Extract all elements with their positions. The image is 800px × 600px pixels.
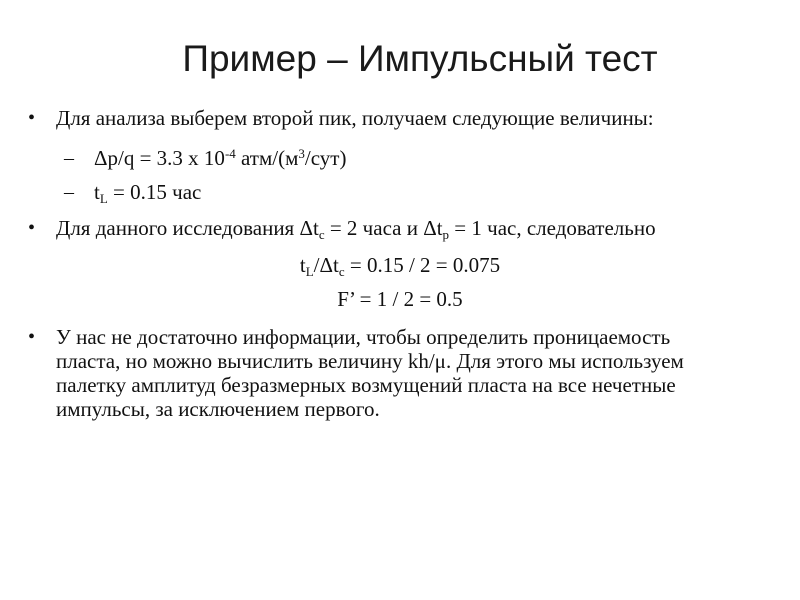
b2-pre: Для данного исследования Δt [56, 216, 319, 240]
eq1-t: t [299, 253, 306, 277]
tl-value: = 0.15 час [107, 180, 202, 204]
b2-sub-p: p [442, 227, 450, 242]
eq1-sub-l: L [305, 264, 314, 279]
dash-marker: – [64, 181, 74, 203]
eq1-result: = 0.15 / 2 = 0.075 [344, 253, 501, 277]
b2-mid: = 2 часа и Δt [324, 216, 443, 240]
bullet-marker: • [28, 326, 36, 348]
units-text: атм/(м [235, 146, 299, 170]
sub-item-pressure-ratio [94, 146, 346, 170]
units-end: /сут) [304, 146, 347, 170]
dash-marker: – [64, 147, 74, 169]
bullet-3-line-4: импульсы, за исключением первого. [56, 397, 380, 421]
exponent: -4 [224, 146, 236, 161]
bullet-3-line-2: пласта, но можно вычислить величину kh/μ. Для этого мы используем [56, 349, 684, 373]
bullet-2-text [56, 216, 656, 240]
tl-symbol: t [94, 180, 100, 204]
equation-f-prime: F’ = 1 / 2 = 0.5 [337, 287, 463, 311]
bullet-3-line-3: палетку амплитуд безразмерных возмущений пласта на все нечетные [56, 373, 676, 397]
bullet-marker: • [28, 217, 36, 239]
b2-post: = 1 час, следовательно [449, 216, 656, 240]
bullet-1-text: Для анализа выберем второй пик, получаем следующие величины: [56, 106, 654, 130]
pressure-ratio-text: Δp/q = 3.3 x 10 [94, 146, 225, 170]
exponent-3: 3 [298, 146, 305, 161]
eq1-slash: /Δt [313, 253, 339, 277]
bullet-marker: • [28, 107, 36, 129]
sub-item-tl [94, 180, 201, 204]
bullet-3-line-1: У нас не достаточно информации, чтобы определить проницаемость [56, 325, 671, 349]
eq1-sub-c: c [338, 264, 345, 279]
tl-subscript: L [99, 191, 108, 206]
slide-title: Пример – Импульсный тест [182, 38, 658, 79]
equation-ratio [0, 253, 800, 277]
b2-sub-c: c [318, 227, 325, 242]
